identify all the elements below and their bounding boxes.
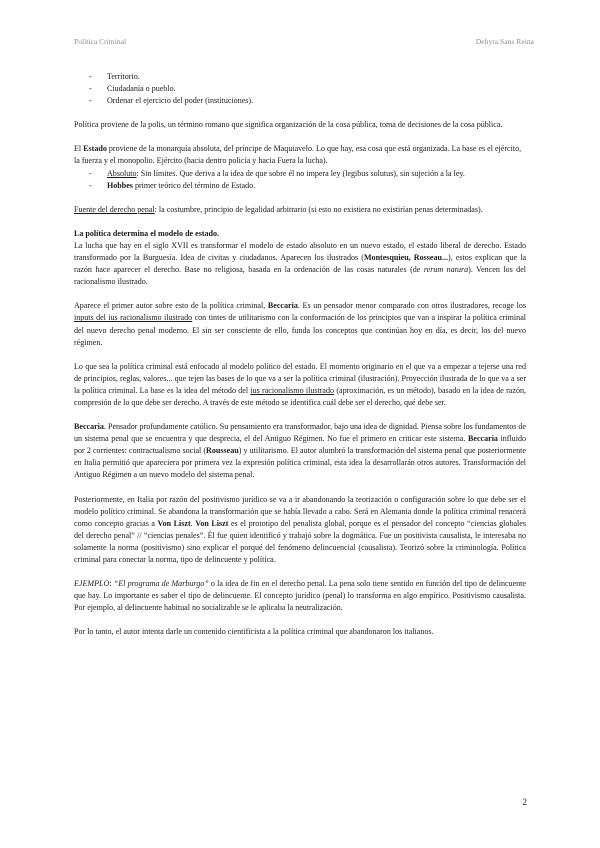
paragraph-ejemplo: EJEMPLO: “El programa de Marburgo” o la idea de fin en el derecho penal. La pena solo tiene sentido en función del tipo de delincuente que hay. Lo importante es saber el tipo de delincuente. El concepto jurídico (penal) lo transforma en algo empírico. Positivismo causalista. Por ejemplo, al delincuente habitual no socializable se le aplicaba la neutralización. (74, 579, 526, 613)
page-number: 2 (522, 797, 527, 807)
paragraph-loque: Lo que sea la política criminal está enfocado al modelo político del estado. El momento originario en el que va a empezar a tejerse una red de principios, reglas, valores... que tejen las bases de lo que va a ser la política criminal (ilustración). Proyección ilustrada de lo que va a ser la política criminal. La base es la idea del método del ius racionalismo ilustrado (aproximación, es un método), basado en la idea de razón, compresión de lo que debe ser derecho. A través de este método se identifica cuál debe ser el derecho, qué debe ser. (74, 361, 526, 407)
paragraph-fuente: Fuente del derecho penal: la costumbre, principio de legalidad arbitrario (si esto no existiera no existirían penas determinadas). (74, 204, 483, 214)
paragraph-final: Por lo tanto, el autor intenta darle un contenido cientificista a la política criminal que abandonaron los italianos. (74, 627, 434, 637)
estado-list (88, 168, 526, 192)
paragraph-estado: El Estado proviene de la monarquía absoluta, del príncipe de Maquiavelo. Lo que hay, esa cosa que está organizada. La base es el ejército, la fuerza y el monopolio. Ejército (hacia dentro policía y hacia Fuera la lucha). (74, 144, 522, 166)
paragraph-polis: Política proviene de la polis, un término romano que significa organización de la cosa pública, toma de decisiones de la cosa pública. (74, 120, 503, 130)
paragraph-beccaria: Beccaria. Pensador profundamente católico. Su pensamiento era transformador, bajo una idea de dignidad. Piensa sobre los fundamentos de un sistema penal que se encuentra y que desprecia, el del Antiguo Régimen. No fue el primero en criticar este sistema. Beccaria influido por 2 corrientes: contractualismo social (Rousseau) y utilitarismo. El autor alumbró la transformación del sistema penal que posteriormente en Italia permitió que apareciera por primera vez la expresión política criminal, esta idea la desarrollarán otros autores. Transformación del Antiguo Régimen a un nuevo modelo del sistema penal. (74, 422, 526, 480)
section-heading: La política determina el modelo de estado. (74, 228, 220, 238)
list-item: - Absoluto: Sin límites. Que deriva a la idea de que sobre él no impera ley (legibus solutus), sin sujeción a la ley. (89, 168, 465, 178)
document-body (74, 71, 526, 638)
list-item: - Hobbes primer teórico del término de Estado. (89, 180, 256, 190)
paragraph-aparece: Aparece el primer autor sobre esto de la política criminal, Beccaria. Es un pensador menor comparado con otros ilustradores, recoge los inputs del ius racionalismo ilustrado con tintes de utilitarismo con la conformación de los principios que van a inspirar la política criminal del nuevo derecho penal moderno. El sin ser consciente de ello, funda los conceptos que continúan hoy en día, es decir, los del nuevo régimen. (74, 301, 526, 347)
list-item: - Territorio. (89, 72, 140, 81)
header-right-author: Dehyra Sans Reina (475, 37, 534, 46)
paragraph-lucha: La lucha que hay en el siglo XVII es transformar el modelo de estado absoluto en un nuevo estado, el estado liberal de derecho. Estado transformado por la Burguesía. Idea de civitas y ciudadanos. Aparecen los ilustrados (Montesquieu, Rosseau...), estos explican que la razón hace aparecer el derecho. Base no religiosa, basada en la ordenación de las cosas naturales (de rerum natura). Vencen los del racionalismo ilustrado. (74, 240, 527, 287)
elements-list (88, 71, 526, 107)
header-left-title: Política Criminal (74, 37, 127, 46)
list-item: - Ordenar el ejercicio del poder (instituciones). (89, 96, 254, 106)
paragraph-posterior: Posteriormente, en Italia por razón del positivismo jurídico se va a ir abandonando la teorización o configuración sobre lo que debe ser el modelo político criminal. Se abandona la transformación que se había llevado a cabo. Será en Alemania donde la política criminal renacerá como concepto gracias a Von Liszt. Von Liszt es el prototipo del penalista global, porque es el pensador del concepto “ciencias globales del derecho penal” // “ciencias penales”. Él fue quien identificó y trabajó sobre la dogmática. Fue un positivista causalista, le interesaba no solamente la norma (positivismo) sino explicar el porqué del fenómeno delincuencial (causalista). Teorizó sobre la criminología. Política criminal para conectar la norma, tipo de delincuente y política. (74, 494, 526, 564)
list-item: - Ciudadanía o pueblo. (89, 84, 176, 94)
